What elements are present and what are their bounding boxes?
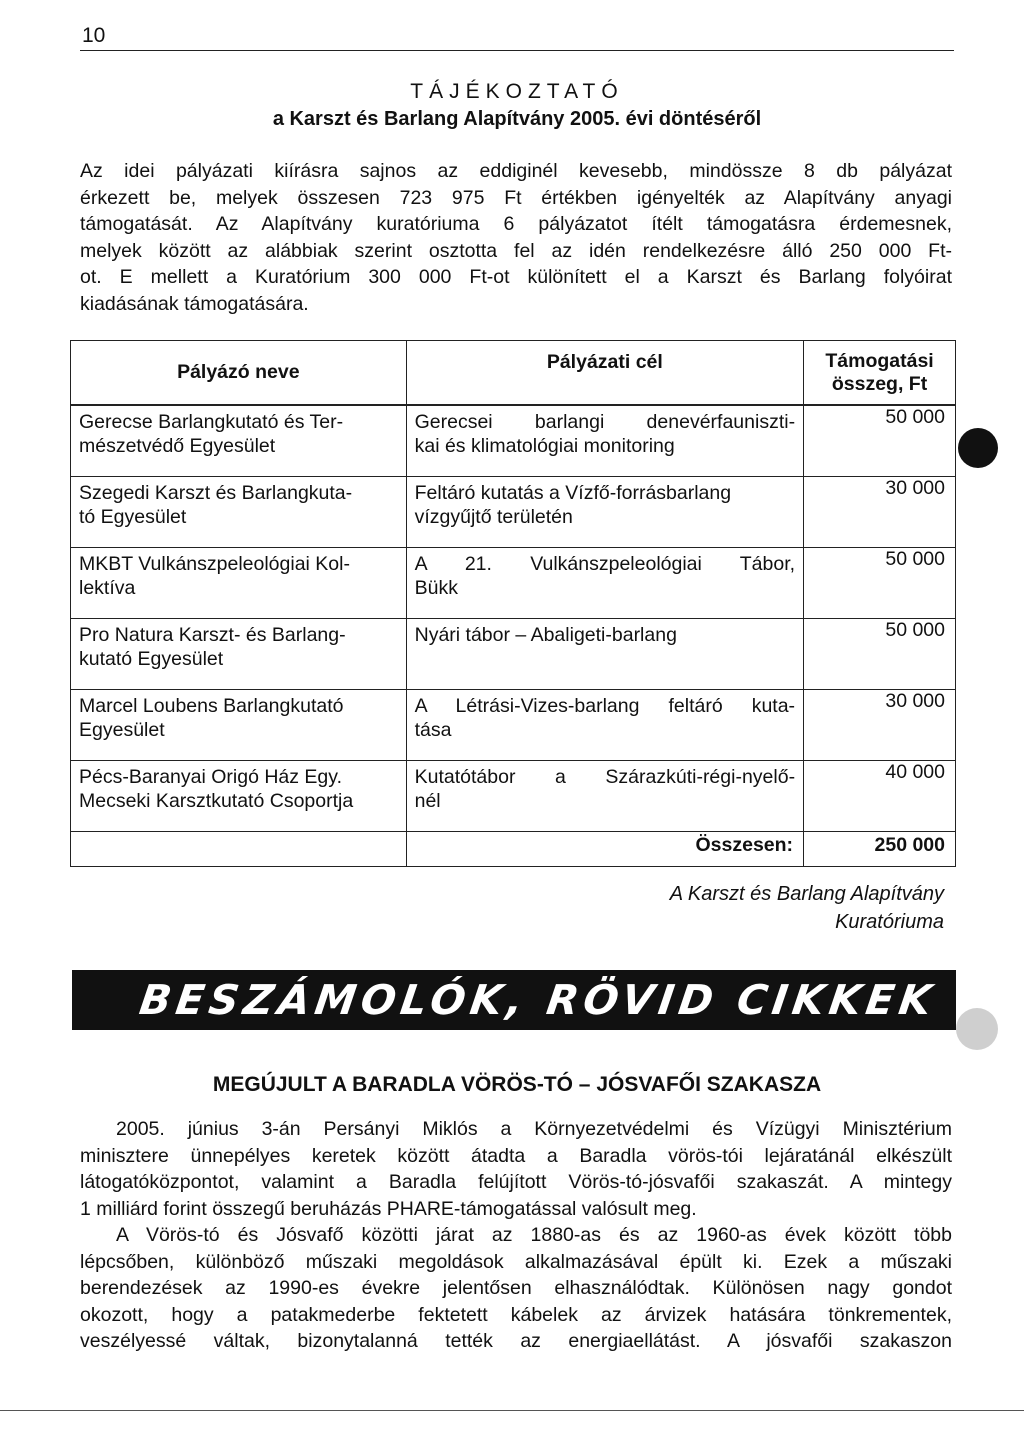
table-row bbox=[71, 619, 956, 690]
amount-cell: 30 000 bbox=[804, 477, 956, 548]
applicant-cell bbox=[71, 619, 407, 690]
grants-table bbox=[70, 340, 956, 867]
goal-line: Feltáró kutatás a Vízfő-forrásbarlang bbox=[414, 482, 732, 504]
applicant-line: MKBT Vulkánszpeleológiai Kol- bbox=[79, 553, 350, 575]
article-line: minisztere ünnepélyes keretek között átadta a Baradla vörös-tói lejáratánál elkészült bbox=[80, 1144, 952, 1167]
article-line: okozott, hogy a patakmederbe fektetett kábelek az árvizek hatására tönkrementek, bbox=[80, 1303, 952, 1326]
table-row bbox=[71, 405, 956, 477]
applicant-cell bbox=[71, 548, 407, 619]
page-number: 10 bbox=[82, 24, 106, 47]
table-row bbox=[71, 548, 956, 619]
amount-cell: 50 000 bbox=[804, 619, 956, 690]
goal-cell bbox=[406, 477, 803, 548]
article-line: veszélyessé váltak, bizonytalanná tették az energiaellátást. A jósvafői szakaszon bbox=[80, 1330, 952, 1352]
applicant-line: Mecseki Karsztkutató Csoportja bbox=[79, 790, 354, 812]
header-amount bbox=[804, 341, 956, 406]
punch-hole-mark bbox=[956, 1008, 998, 1050]
heading bbox=[80, 80, 954, 131]
article-line: berendezések az 1990-es évekre jelentősen elhasználódtak. Különösen nagy gondot bbox=[80, 1277, 952, 1299]
applicant-line: Marcel Loubens Barlangkutató bbox=[79, 695, 344, 717]
intro-paragraph bbox=[80, 158, 952, 317]
article-title: MEGÚJULT A BARADLA VÖRÖS-TÓ – JÓSVAFŐI SZAKASZA bbox=[212, 1073, 822, 1096]
applicant-line: Egyesület bbox=[79, 719, 165, 741]
amount-cell: 50 000 bbox=[804, 405, 956, 477]
intro-line: támogatását. Az Alapítvány kuratóriuma 6 pályázatot ítélt támogatásra érdemesnek, bbox=[80, 213, 952, 235]
applicant-line: lektíva bbox=[79, 577, 136, 599]
goal-line: A 21. Vulkánszpeleológiai Tábor, bbox=[414, 553, 796, 575]
total-label: Összesen: bbox=[406, 832, 803, 867]
goal-cell bbox=[406, 761, 803, 832]
article-line: látogatóközpontot, valamint a Baradla felújított Vörös-tó-jósvafői szakaszát. A mintegy bbox=[80, 1171, 952, 1193]
applicant-cell bbox=[71, 690, 407, 761]
total-row bbox=[71, 832, 956, 867]
signature bbox=[670, 880, 944, 936]
header-amount-line1: Támogatási bbox=[825, 349, 934, 372]
applicant-cell bbox=[71, 405, 407, 477]
punch-hole-mark bbox=[958, 428, 998, 468]
total-value: 250 000 bbox=[804, 832, 956, 867]
applicant-line: Pécs-Baranyai Origó Ház Egy. bbox=[79, 766, 342, 788]
amount-cell: 40 000 bbox=[804, 761, 956, 832]
applicant-cell bbox=[71, 761, 407, 832]
section-banner-title: BESZÁMOLÓK, RÖVID CIKKEK bbox=[136, 976, 940, 1024]
goal-line: A Létrási-Vizes-barlang feltáró kuta- bbox=[414, 695, 796, 717]
applicant-line: Gerecse Barlangkutató és Ter- bbox=[79, 411, 344, 433]
applicant-cell bbox=[71, 477, 407, 548]
article-line: lépcsőben, különböző műszaki megoldások alkalmazásával épült ki. Ezek a műszaki bbox=[80, 1250, 952, 1273]
goal-cell bbox=[406, 619, 803, 690]
total-spacer bbox=[71, 832, 407, 867]
applicant-line: tó Egyesület bbox=[79, 506, 187, 528]
table-row bbox=[71, 477, 956, 548]
header-goal: Pályázati cél bbox=[406, 341, 803, 406]
goal-line: Gerecsei barlangi denevérfauniszti- bbox=[414, 411, 796, 433]
intro-line: Az idei pályázati kiírásra sajnos az eddiginél kevesebb, mindössze 8 db pályázat bbox=[80, 160, 952, 182]
goal-cell bbox=[406, 548, 803, 619]
goal-cell bbox=[406, 405, 803, 477]
amount-cell: 50 000 bbox=[804, 548, 956, 619]
applicant-line: kutató Egyesület bbox=[79, 648, 224, 670]
intro-line: kiadásának támogatására. bbox=[80, 292, 309, 315]
article-body bbox=[80, 1116, 952, 1355]
table-row bbox=[71, 761, 956, 832]
goal-line: Bükk bbox=[414, 577, 458, 599]
goal-line: Nyári tábor – Abaligeti-barlang bbox=[414, 624, 677, 646]
goal-line: tása bbox=[414, 719, 452, 741]
goal-line: kai és klimatológiai monitoring bbox=[414, 435, 675, 457]
table-row bbox=[71, 690, 956, 761]
intro-line: ot. E mellett a Kuratórium 300 000 Ft-ot különített el a Karszt és Barlang folyóirat bbox=[80, 266, 952, 288]
page-title: TÁJÉKOZTATÓ bbox=[410, 80, 624, 103]
article-line: A Vörös-tó és Jósvafő közötti járat az 1880-as és az 1960-as évek között több bbox=[116, 1224, 952, 1246]
table-header-row bbox=[71, 341, 956, 406]
goal-line: nél bbox=[414, 790, 441, 812]
applicant-line: Pro Natura Karszt- és Barlang- bbox=[79, 624, 346, 646]
header-amount-line2: összeg, Ft bbox=[831, 372, 928, 395]
section-banner bbox=[72, 970, 956, 1030]
signature-line1: A Karszt és Barlang Alapítvány bbox=[669, 883, 944, 905]
bottom-rule bbox=[0, 1410, 1024, 1411]
intro-line: melyek között az alábbiak szerint osztotta fel az idén rendelkezésre álló 250 000 Ft- bbox=[80, 239, 952, 262]
article-line: 1 milliárd forint összegű beruházás PHARE-támogatással valósult meg. bbox=[80, 1197, 697, 1220]
top-rule bbox=[80, 50, 954, 51]
goal-line: vízgyűjtő területén bbox=[414, 506, 573, 528]
goal-cell bbox=[406, 690, 803, 761]
signature-line2: Kuratóriuma bbox=[835, 911, 944, 933]
article-line: 2005. június 3-án Persányi Miklós a Környezetvédelmi és Vízügyi Minisztérium bbox=[116, 1118, 952, 1140]
applicant-line: Szegedi Karszt és Barlangkuta- bbox=[79, 482, 353, 504]
goal-line: Kutatótábor a Szárazkúti-régi-nyelő- bbox=[414, 766, 796, 788]
intro-line: érkezett be, melyek összesen 723 975 Ft értékben igényelték az Alapítvány anyagi bbox=[80, 186, 952, 209]
applicant-line: mészetvédő Egyesület bbox=[79, 435, 276, 457]
amount-cell: 30 000 bbox=[804, 690, 956, 761]
page-subtitle: a Karszt és Barlang Alapítvány 2005. évi döntéséről bbox=[272, 108, 762, 130]
header-applicant: Pályázó neve bbox=[71, 341, 407, 406]
